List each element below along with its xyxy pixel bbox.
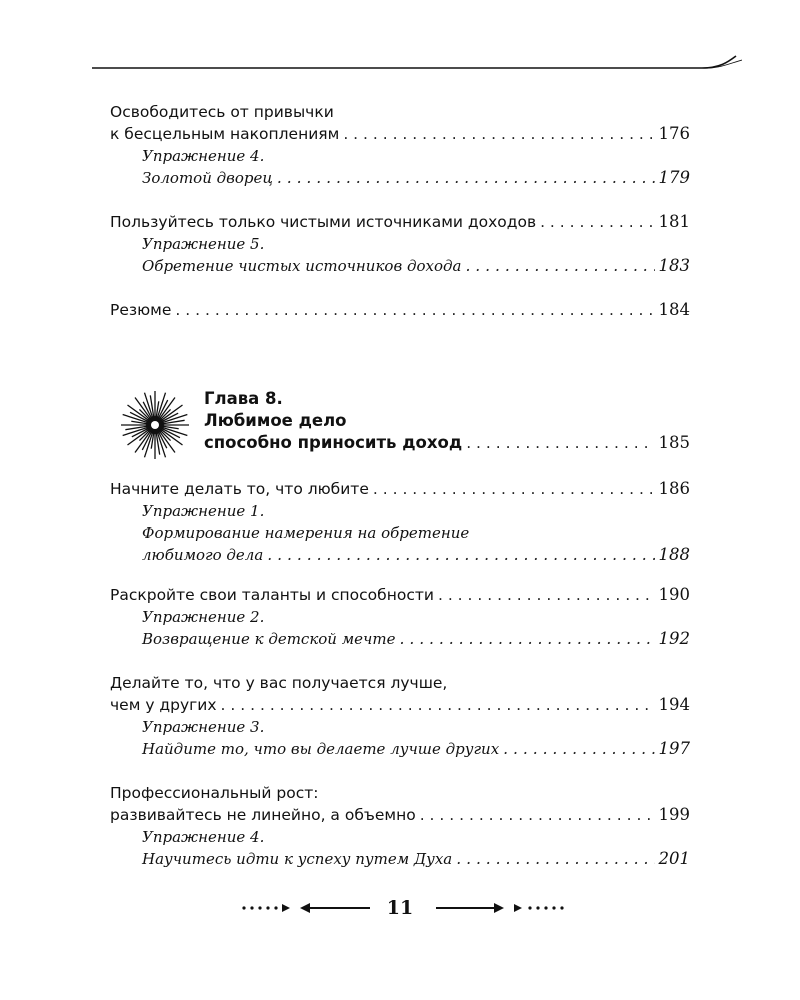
- dot-leader: [343, 123, 654, 145]
- dot-leader: [420, 804, 655, 826]
- starburst-icon: [118, 388, 192, 462]
- exercise-title: любимого дела: [142, 546, 264, 564]
- toc-entry[interactable]: [110, 584, 690, 606]
- exercise-title: Найдите то, что вы делаете лучше других: [142, 740, 500, 758]
- chapter-number: Глава 8.: [204, 389, 283, 408]
- exercise-entry[interactable]: [110, 606, 690, 650]
- exercise-label: Упражнение 4.: [142, 828, 265, 846]
- page-ref: 176: [658, 124, 690, 143]
- dot-leader: [540, 211, 654, 233]
- page-ref: 190: [658, 585, 690, 604]
- exercise-title: Золотой дворец: [142, 169, 273, 187]
- toc-entry[interactable]: [110, 478, 690, 500]
- dot-leader: [399, 628, 654, 650]
- header-rule: [92, 52, 742, 76]
- toc-entry[interactable]: [110, 804, 690, 826]
- page-ref: 186: [658, 479, 690, 498]
- toc-chapter8-section: [110, 478, 690, 870]
- toc-entry[interactable]: [110, 211, 690, 233]
- dot-leader: [175, 299, 654, 321]
- toc-entry[interactable]: [110, 123, 690, 145]
- page-footer: [0, 890, 800, 930]
- toc-entry-line: Профессиональный рост:: [110, 784, 319, 802]
- page-ref: 188: [658, 545, 690, 564]
- toc-top-section: [110, 101, 690, 321]
- page-number: 11: [386, 897, 414, 919]
- toc-entry-title: к бесцельным накоплениям: [110, 125, 340, 143]
- exercise-label: Упражнение 1.: [142, 502, 265, 520]
- toc-entry[interactable]: [110, 299, 690, 321]
- page-ref: 183: [658, 256, 690, 275]
- dot-leader: [456, 848, 654, 870]
- page-ref: 199: [658, 805, 690, 824]
- exercise-entry[interactable]: [110, 233, 690, 277]
- exercise-title: Возвращение к детской мечте: [142, 630, 396, 648]
- dot-leader: [438, 584, 655, 606]
- dot-leader: [277, 167, 655, 189]
- page-ref: 194: [658, 695, 690, 714]
- exercise-entry[interactable]: [110, 716, 690, 760]
- dot-leader: [503, 738, 654, 760]
- toc-entry-title: чем у других: [110, 696, 217, 714]
- toc-entry-title: Пользуйтесь только чистыми источниками доходов: [110, 213, 537, 231]
- chapter-title-line: Любимое дело: [204, 411, 347, 430]
- dot-leader: [466, 432, 654, 454]
- toc-entry-title: Резюме: [110, 301, 172, 319]
- toc-entry-line: Делайте то, что у вас получается лучше,: [110, 674, 448, 692]
- exercise-entry[interactable]: [110, 826, 690, 870]
- exercise-label: Упражнение 2.: [142, 608, 265, 626]
- dot-leader: [221, 694, 655, 716]
- exercise-label: Упражнение 5.: [142, 235, 265, 253]
- toc-entry-title: Раскройте свои таланты и способности: [110, 586, 434, 604]
- exercise-entry[interactable]: [110, 145, 690, 189]
- exercise-title: Формирование намерения на обретение: [142, 524, 470, 542]
- toc-entry-title: Начните делать то, что любите: [110, 480, 369, 498]
- exercise-entry[interactable]: [110, 500, 690, 566]
- chapter-title-line: способно приносить доход: [204, 433, 463, 452]
- exercise-label: Упражнение 3.: [142, 718, 265, 736]
- page-ref: 201: [658, 849, 690, 868]
- page-ref: 192: [658, 629, 690, 648]
- page-ref: 181: [658, 212, 690, 231]
- page-ref: 197: [658, 739, 690, 758]
- toc-entry-line: Освободитесь от привычки: [110, 103, 334, 121]
- exercise-label: Упражнение 4.: [142, 147, 265, 165]
- right-ornament: [430, 890, 570, 926]
- dot-leader: [373, 478, 655, 500]
- toc-entry-title: развивайтесь не линейно, а объемно: [110, 806, 416, 824]
- toc-entry[interactable]: [110, 694, 690, 716]
- page-ref: 185: [658, 433, 690, 452]
- exercise-title: Научитесь идти к успеху путем Духа: [142, 850, 453, 868]
- exercise-title: Обретение чистых источников дохода: [142, 257, 462, 275]
- page-ref: 179: [658, 168, 690, 187]
- dot-leader: [267, 544, 654, 566]
- left-ornament: [240, 890, 375, 926]
- dot-leader: [465, 255, 654, 277]
- page-ref: 184: [658, 300, 690, 319]
